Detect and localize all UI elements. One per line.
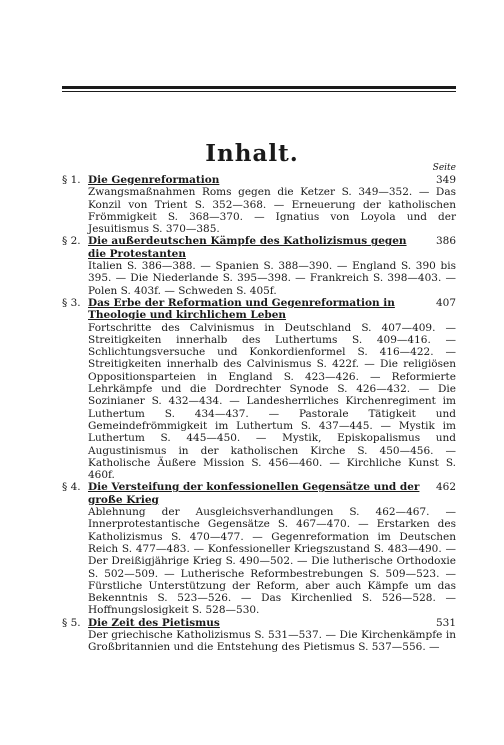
- page-column-label: Seite: [432, 163, 456, 173]
- toc-entry: [62, 174, 456, 235]
- toc-entry: [62, 617, 456, 654]
- page-number: 462: [435, 481, 456, 494]
- section-title: Das Erbe der Reformation und Gegenreformation in Theologie und kirchlichem Leben: [88, 296, 395, 322]
- top-rule-thick: [62, 86, 456, 89]
- section-title: Die außerdeutschen Kämpfe des Katholizismus gegen die Protestanten: [88, 235, 407, 260]
- page-number: 386: [435, 235, 456, 248]
- section-title: Die Gegenreformation: [88, 174, 220, 186]
- table-of-contents: [62, 174, 456, 654]
- section-summary: Ablehnung der Ausgleichsverhandlungen S. 462—467. — Innerprotestantische Gegensätze S. 467—470. — Erstarken des Katholizismus S. 470—477. — Gegenreformation im Deutschen Reich S. 477—483. — Konfessioneller Kriegszustand S. 483—490. — Der Dreißigjährige Krieg S. 490—502. — Die lutherische Orthodoxie S. 502—509. — Lutherische Reformbestrebungen S. 509—523. — Fürstliche Unterstützung der Reform, aber auch Kämpfe um das Bekenntnis S. 523—526. — Das Kirchenlied S. 526—528. — Hoffnungslosigkeit S. 528—530.: [88, 506, 456, 617]
- page-number: 349: [435, 174, 456, 186]
- toc-entry-heading: [62, 297, 456, 322]
- section-summary: Fortschritte des Calvinismus in Deutschland S. 407—409. — Streitigkeiten innerhalb des Luthertums S. 409—416. — Schlichtungsversuche und Konkordienformel S. 416—422. — Streitigkeiten innerhalb des Calvinismus S. 422f. — Die religiösen Oppositionsparteien in England S. 423—426. — Reformierte Lehrkämpfe und die Dordrechter Synode S. 426—432. — Die Sozinianer S. 432—434. — Landesherrliches Kirchenregiment im Luthertum S. 434—437. — Pastorale Tätigkeit und Gemeindefrömmigkeit im Luthertum S. 437—445. — Mystik im Luthertum S. 445—450. — Mystik, Episkopalismus und Augustinismus in der katholischen Kirche S. 450—456. — Katholische Äußere Mission S. 456—460. — Kirchliche Kunst S. 460f.: [88, 321, 456, 482]
- section-number: § 1.: [62, 174, 81, 186]
- section-summary: Italien S. 386—388. — Spanien S. 388—390. — England S. 390 bis 395. — Die Niederlande S. 395—398. — Frankreich S. 398—403. — Polen S. 403f. — Schweden S. 405f.: [88, 260, 456, 297]
- page-title: Inhalt.: [205, 140, 299, 167]
- toc-entry-heading: [62, 235, 456, 260]
- section-number: § 4.: [62, 481, 81, 494]
- top-rule-thin: [62, 91, 456, 92]
- section-number: § 5.: [62, 616, 81, 629]
- section-summary: Zwangsmaßnahmen Roms gegen die Ketzer S. 349—352. — Das Konzil von Trient S. 352—368. — Erneuerung der katholischen Frömmigkeit S. 368—370. — Ignatius von Loyola und der Jesuitismus S. 370—385.: [88, 186, 456, 236]
- section-number: § 2.: [62, 235, 81, 248]
- section-summary: Der griechische Katholizismus S. 531—537. — Die Kirchenkämpfe in Großbritannien und die Entstehung des Pietismus S. 537—556. —: [88, 628, 456, 654]
- page-number: 407: [435, 296, 456, 309]
- toc-entry: [62, 481, 456, 616]
- toc-entry-heading: [62, 481, 456, 506]
- page-number: 531: [435, 616, 456, 629]
- toc-entry-heading: [62, 617, 456, 629]
- toc-entry: [62, 297, 456, 481]
- section-number: § 3.: [62, 296, 81, 309]
- section-title: Die Versteifung der konfessionellen Gegensätze und der große Krieg: [88, 481, 420, 506]
- toc-entry: [62, 235, 456, 296]
- toc-entry-heading: [62, 174, 456, 186]
- section-title: Die Zeit des Pietismus: [88, 616, 220, 629]
